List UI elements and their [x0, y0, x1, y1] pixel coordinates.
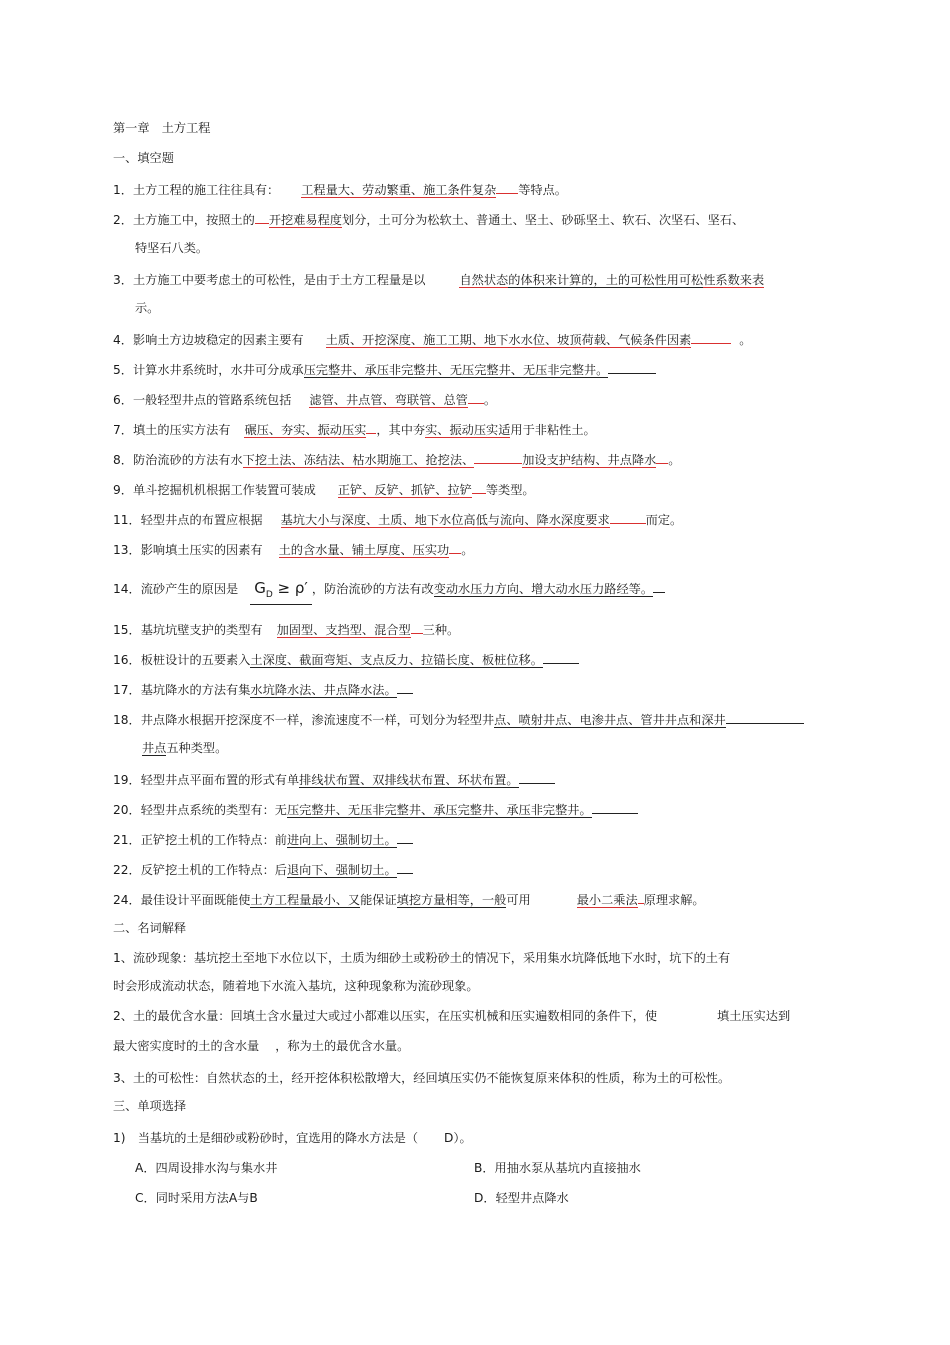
fill-question-15: 15．基坑坑壁支护的类型有 加固型、支挡型、混合型 三种。	[113, 623, 460, 637]
fill-question-24: 24．最佳设计平面既能使土方工程量最小、又能保证填挖方量相等，一般可用 最小二乘法 原理求解。	[113, 893, 705, 907]
section-choice-heading: 三、单项选择	[113, 1099, 187, 1113]
chapter-title: 第一章 土方工程	[113, 121, 211, 135]
section-fill-heading: 一、填空题	[113, 151, 174, 165]
fill-question-21: 21．正铲挖土机的工作特点：前进向上、强制切土。	[113, 832, 413, 848]
section-terms-heading: 二、名词解释	[113, 921, 187, 935]
fill-question-2: 2．土方施工中，按照土的 开挖难易程度划分，土可分为松软土、普通土、坚土、砂砾坚土、软石、次坚石、坚石、	[113, 213, 745, 227]
fill-question-17: 17．基坑降水的方法有集水坑降水法、井点降水法。	[113, 682, 413, 698]
term-1-line1: 1、流砂现象：基坑挖土至地下水位以下，土质为细砂土或粉砂土的情况下，采用集水坑降低地下水时，坑下的土有	[113, 951, 731, 965]
fill-question-3-line2: 示。	[135, 301, 160, 315]
fill-question-2-line2: 特坚石八类。	[135, 241, 209, 255]
term-2-line1: 2、土的最优含水量：回填土含水量过大或过小都难以压实，在压实机械和压实遍数相同的条件下，使 填土压实达到	[113, 1009, 791, 1023]
term-3-line1: 3、土的可松性：自然状态的土，经开挖体积松散增大，经回填压实仍不能恢复原来体积的性质，称为土的可松性。	[113, 1071, 731, 1085]
fill-question-11: 11．轻型井点的布置应根据 基坑大小与深度、土质、地下水位高低与流向、降水深度要求 而定。	[113, 513, 683, 527]
choice-answer: D	[444, 1131, 454, 1145]
fill-question-18: 18．井点降水根据开挖深度不一样，渗流速度不一样，可划分为轻型井点、喷射井点、电渗井点、管井井点和深井	[113, 712, 804, 728]
fill-question-4: 4．影响土方边坡稳定的因素主要有 土质、开挖深度、施工工期、地下水水位、坡顶荷载、气候条件因素 。	[113, 333, 752, 347]
choice-question-1: 1) 当基坑的土是细砂或粉砂时，宜选用的降水方法是（ D）。	[113, 1131, 472, 1145]
choice-option-c: C．同时采用方法A与B	[135, 1191, 258, 1205]
choice-option-a: A．四周设排水沟与集水井	[135, 1161, 278, 1175]
fill-question-8: 8．防治流砂的方法有水下挖土法、冻结法、枯水期施工、抢挖法、 加设支护结构、井点降水 。	[113, 453, 681, 467]
fill-question-16: 16．板桩设计的五要素入土深度、截面弯矩、支点反力、拉锚长度、板桩位移。	[113, 652, 579, 668]
term-2-line2: 最大密实度时的土的含水量 ，称为土的最优含水量。	[113, 1039, 410, 1053]
flow-sand-formula: $G_D \ge \rho'$	[250, 579, 312, 605]
fill-question-22: 22．反铲挖土机的工作特点：后退向下、强制切土。	[113, 862, 413, 878]
fill-question-1: 1．土方工程的施工往往具有： 工程量大、劳动繁重、施工条件复杂 等特点。	[113, 183, 567, 197]
fill-question-3: 3．土方施工中要考虑土的可松性，是由于土方工程量是以 自然状态的体积来计算的，土的可松性用可松性系数来表	[113, 273, 765, 287]
fill-question-13: 13．影响填土压实的因素有 土的含水量、铺土厚度、压实功 。	[113, 543, 474, 557]
fill-question-20: 20．轻型井点系统的类型有：无压完整井、无压非完整井、承压完整井、承压非完整井。	[113, 802, 638, 818]
fill-question-9: 9．单斗挖掘机机根据工作装置可装成 正铲、反铲、抓铲、拉铲 等类型。	[113, 483, 535, 497]
choice-option-b: B．用抽水泵从基坑内直接抽水	[474, 1161, 641, 1175]
choice-option-d: D．轻型井点降水	[474, 1191, 569, 1205]
fill-question-6: 6．一般轻型井点的管路系统包括 滤管、井点管、弯联管、总管 。	[113, 393, 497, 407]
term-1-line2: 时会形成流动状态，随着地下水流入基坑，这种现象称为流砂现象。	[113, 979, 479, 993]
fill-question-14: 14．流砂产生的原因是 $G_D \ge \rho'$ ，防治流砂的方法有改变动水压力方向、增大动水压力路经等。	[113, 578, 665, 602]
fill-question-18-line2: 井点五种类型。	[142, 741, 228, 755]
fill-question-5: 5．计算水井系统时，水井可分成承压完整井、承压非完整井、无压完整井、无压非完整井。	[113, 362, 656, 378]
fill-question-19: 19．轻型井点平面布置的形式有单排线状布置、双排线状布置、环状布置。	[113, 772, 555, 788]
fill-question-7: 7．填土的压实方法有 碾压、夯实、振动压实 ，其中夯实、振动压实适用于非粘性土。	[113, 423, 596, 437]
